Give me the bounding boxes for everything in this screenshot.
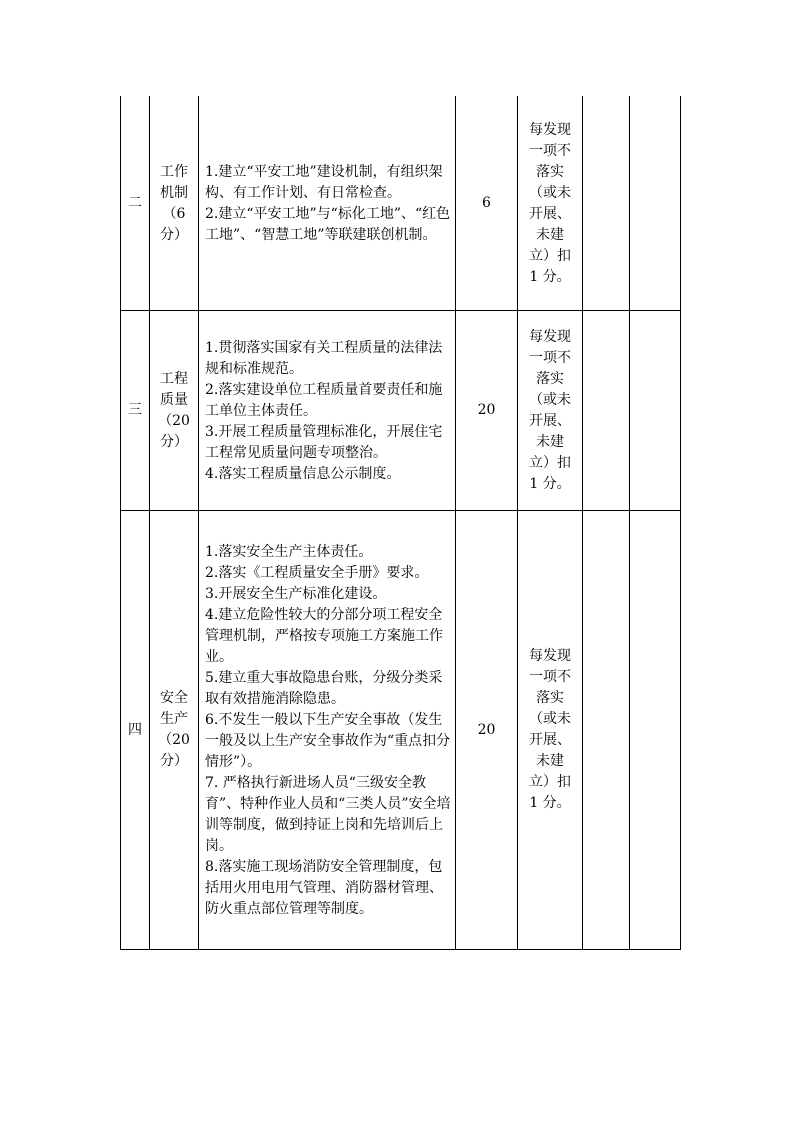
category-cell xyxy=(150,97,198,310)
row-index: 二 xyxy=(128,195,142,211)
deduction-rule-cell xyxy=(518,97,582,310)
requirement-item: 1.建立“平安工地”建设机制，有组织架构、有工作计划、有日常检查。 xyxy=(205,164,443,201)
category-label: 安全 生产 （20 分） xyxy=(158,690,190,769)
requirement-item: 5.建立重大事故隐患台账，分级分类采取有效措施消除隐患。 xyxy=(205,670,443,707)
requirements-cell xyxy=(199,326,455,496)
requirement-item: 2.落实《工程质量安全手册》要求。 xyxy=(205,565,429,581)
category-cell xyxy=(150,311,198,510)
requirement-item: 2.落实建设单位工程质量首要责任和施工单位主体责任。 xyxy=(205,381,443,419)
requirement-item: 6.不发生一般以下生产安全事故（发生一般及以上生产安全事故作为“重点扣分情形”）。 xyxy=(205,712,451,770)
requirement-item: 1.贯彻落实国家有关工程质量的法律法规和标准规范。 xyxy=(205,339,443,377)
row-index: 四 xyxy=(128,721,142,738)
requirements-cell xyxy=(199,148,455,260)
score-cell: 20 xyxy=(477,721,496,738)
deduction-rule-cell xyxy=(518,311,582,510)
requirement-item: 3.开展工程质量管理标准化，开展住宅工程常见质量问题专项整治。 xyxy=(205,423,443,461)
deduction-rule: 每发现 一项不 落实 （或未 开展、 未建 立）扣 1 分。 xyxy=(529,648,571,811)
deduction-rule: 每发现 一项不 落实 （或未 开展、 未建 立）扣 1 分。 xyxy=(529,328,571,492)
requirements-cell xyxy=(199,526,455,936)
deduction-rule: 每发现 一项不 落实 （或未 开展、 未建 立）扣 1 分。 xyxy=(529,121,571,285)
deduction-rule-cell xyxy=(518,511,582,949)
requirement-item: 2.建立“平安工地”与“标化工地”、“红色工地”、“智慧工地”等联建联创机制。 xyxy=(205,206,451,243)
score-cell: 20 xyxy=(477,402,496,418)
requirement-item: 8.落实施工现场消防安全管理制度，包括用火用电用气管理、消防器材管理、防火重点部位管理等制度。 xyxy=(205,859,443,917)
row-index: 三 xyxy=(128,402,142,418)
category-label: 工作 机制 （6 分） xyxy=(160,163,188,243)
requirement-item: 3.开展安全生产标准化建设。 xyxy=(205,586,387,602)
requirement-item: 1.落实安全生产主体责任。 xyxy=(205,544,373,560)
requirement-item: 4.落实工程质量信息公示制度。 xyxy=(205,465,401,482)
score-cell: 6 xyxy=(482,195,491,211)
requirement-item: 7. 严格执行新进场人员“三级安全教育”、特种作业人员和“三类人员”安全培训等制度，做到持证上岗和先培训后上岗。 xyxy=(205,775,451,854)
requirement-item: 4.建立危险性较大的分部分项工程安全管理机制，严格按专项施工方案施工作业。 xyxy=(205,607,443,665)
category-cell xyxy=(150,511,198,949)
category-label: 工程 质量 （20 分） xyxy=(158,370,190,450)
